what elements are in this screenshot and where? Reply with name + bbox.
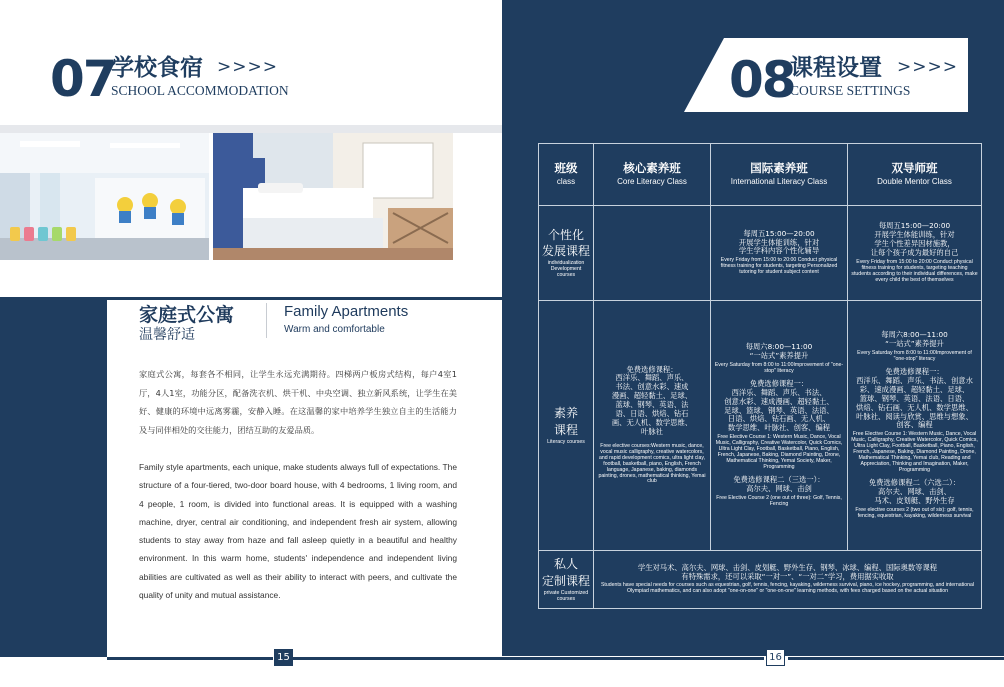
section-arrows: >>>>: [217, 57, 278, 77]
paragraph-cn: 家庭式公寓，每套各不相同，让学生永远充满期待。四梯两户板房式结构，每户4室1厅，4人1室，功能分区，配备洗衣机、烘干机、中央空调、独立新风系统，让学生在美好、健康的环境中远离雾霾，安静入睡。在这温馨的家中培养学生独立自主的生活能力及与同伴相处的交往能力，团结互助的友爱品质。: [139, 369, 457, 435]
heading-cn: 家庭式公寓: [139, 304, 235, 326]
footer-line-right: [788, 657, 1004, 660]
cell: 每周六8:00—11:00 “一站式”素养提升 Every Saturday from 8:00 to 11:00Improvement of "one-stop" literacy 免费选修课程一： 西洋乐、舞蹈、声乐、书法、 创意水彩、速成漫画、超轻黏土、 足球、篮球、钢琴、英语、法语、 日语、烘焙、钻石画、无人机、 数学思维、叶脉社、创客、编程 Free Elective Course 1: Western Music, Dance, Vocal Music, Calligraphy, Creative Watercolor, Quick Comics, Ultra Light Clay, Football, Basketball, Piano, English, French, Japanese, Baking, Diamond Painting, Drone, Mathematical Thinking, Yemai Society, Maker, Programming 免费选修课程二（三选一）： 高尔夫、网球、击剑 Free Elective Course 2 (one out of three): Golf, Tennis, Fencing: [711, 301, 848, 551]
cell: 每周六8:00—11:00 “一站式”素养提升 Every Saturday from 8:00 to 11:00Improvement of "one-stop" literacy 免费选修课程一： 西洋乐、舞蹈、声乐、书法、创意水 彩、速成漫画、超轻黏土、足球、 篮球、钢琴、英语、法语、日语、 烘焙、钻石画、无人机、数学思维、 叶脉社、阅读与欣赏、思维与想象、 创客、编程 Free Elective Course 1: Western Music, Dance, Vocal Music, Calligraphy, Creative Watercolor, Quick Comics, Ultra Light Clay, Football, Basketball, Piano, English, French, Japanese, Baking, Diamond Painting, Drone, Mathematical Thinking, Yemai club, Reading and Appreciation, Thinking and Imagination, Maker, Programming 免费选修课程二（六选二）： 高尔夫、网球、击剑、 马术、皮划艇、野外生存 Free elective courses 2 (two out of six): golf, tennis, fencing, equestrian, kayaking, wilderness survival: [848, 301, 982, 551]
section-title-en: COURSE SETTINGS: [790, 83, 911, 98]
table-row: [539, 551, 982, 609]
header-double: 双导师班 Double Mentor Class: [848, 144, 982, 206]
heading-divider: [266, 303, 267, 338]
row-label: 个性化 发展课程 individualization Development courses: [539, 206, 594, 301]
left-accent-block: [0, 297, 107, 657]
section-number: 08: [729, 51, 795, 109]
footer-line-left: [502, 657, 764, 660]
photo-lounge: [0, 133, 209, 260]
section-title-cn: 学校食宿: [111, 55, 203, 81]
table-row: [539, 206, 982, 301]
photo-bedroom: [213, 133, 453, 260]
subheading-cn: 温馨舒适: [139, 327, 195, 343]
page-number: 15: [274, 649, 293, 666]
footer-line-left: [107, 657, 273, 660]
header-core: 核心素养班 Core Literacy Class: [594, 144, 711, 206]
course-table: [538, 143, 982, 609]
cell-wide: 学生对马术、高尔夫、网球、击剑、皮划艇、野外生存、钢琴、冰球、编程、国际奥数等课程 有特殊需求，还可以采取“一对一”、“一对二”学习，费用据实收取 Students have special needs for courses such as equestrian, golf, tennis, fencing, kayaking, wilderness survival, piano, ice hockey, programming, and international Olympiad mathematics, and can also adopt "one-on-one" or "one-on-one" learning methods, with fees charged based on the actual situation: [594, 551, 982, 609]
table-row: [539, 301, 982, 551]
heading-en: Family Apartments: [284, 303, 409, 320]
table-header-row: [539, 144, 982, 206]
section-number: 07: [50, 50, 116, 108]
section-title-cn: 课程设置: [790, 55, 882, 81]
footer-line-right: [293, 657, 502, 660]
section-title-en: SCHOOL ACCOMMODATION: [111, 83, 289, 98]
cell: 免费选修课程： 西洋乐、舞蹈、声乐、 书法、创意水彩、速成 漫画、超轻黏土、足球、 蓝球、钢琴、英语、法 语、日语、烘焙、钻石 画、无人机、数学思维、 叶脉社 Free elective courses:Western music, dance, vocal music calligraphy, creative watercolors, and rapid development comics, ultra light clay, football, basketball, piano, English, French language, Japanese, baking, diamonds painting, drones, mathematical thinking, Yemai club: [594, 301, 711, 551]
cell: 每周五15:00—20:00 开展学生体能训练，针对 学生学科内容个性化辅导 Every Friday from 15:00 to 20:00 Conduct physical fitness training for students, targeting Personalized tutoring for student subject content: [711, 206, 848, 301]
cell: 每周五15:00—20:00 开展学生体能训练，针对 学生个性差异因材施教， 让每个孩子成为最好的自己 Every Friday from 15:00 to 20:00 Conduct physical fitness training for students, targeting teaching students according to their individual differences, make every child the best of themselves: [848, 206, 982, 301]
row-label: 素养 课程 Literacy courses: [539, 301, 594, 551]
subheading-en: Warm and comfortable: [284, 324, 385, 335]
section-arrows: >>>>: [897, 57, 958, 77]
footer-band: [502, 656, 1004, 687]
header-class: 班级 class: [539, 144, 594, 206]
paragraph-en: Family style apartments, each unique, make students always full of expectations. The structure of a four-tiered, two-door board house, with 4 bedrooms, 1 living room, and 4 people, 1 room, is divided into functional areas. It is equipped with a washing machine, dryer, central air conditioning, and independent fresh air system, allowing students to stay away from haze and fall asleep quietly in a beautiful and healthy environment. In this warm home, students' independence and independent living abilities are cultivated as well as their ability to interact with peers, and cultivate the quality of unity and mutual assistance.: [139, 462, 457, 601]
photo-top-band: [0, 125, 502, 133]
row-label: 私人 定制课程 private Customized courses: [539, 551, 594, 609]
page-number: 16: [766, 649, 785, 666]
cell-empty: [594, 206, 711, 301]
header-international: 国际素养班 International Literacy Class: [711, 144, 848, 206]
